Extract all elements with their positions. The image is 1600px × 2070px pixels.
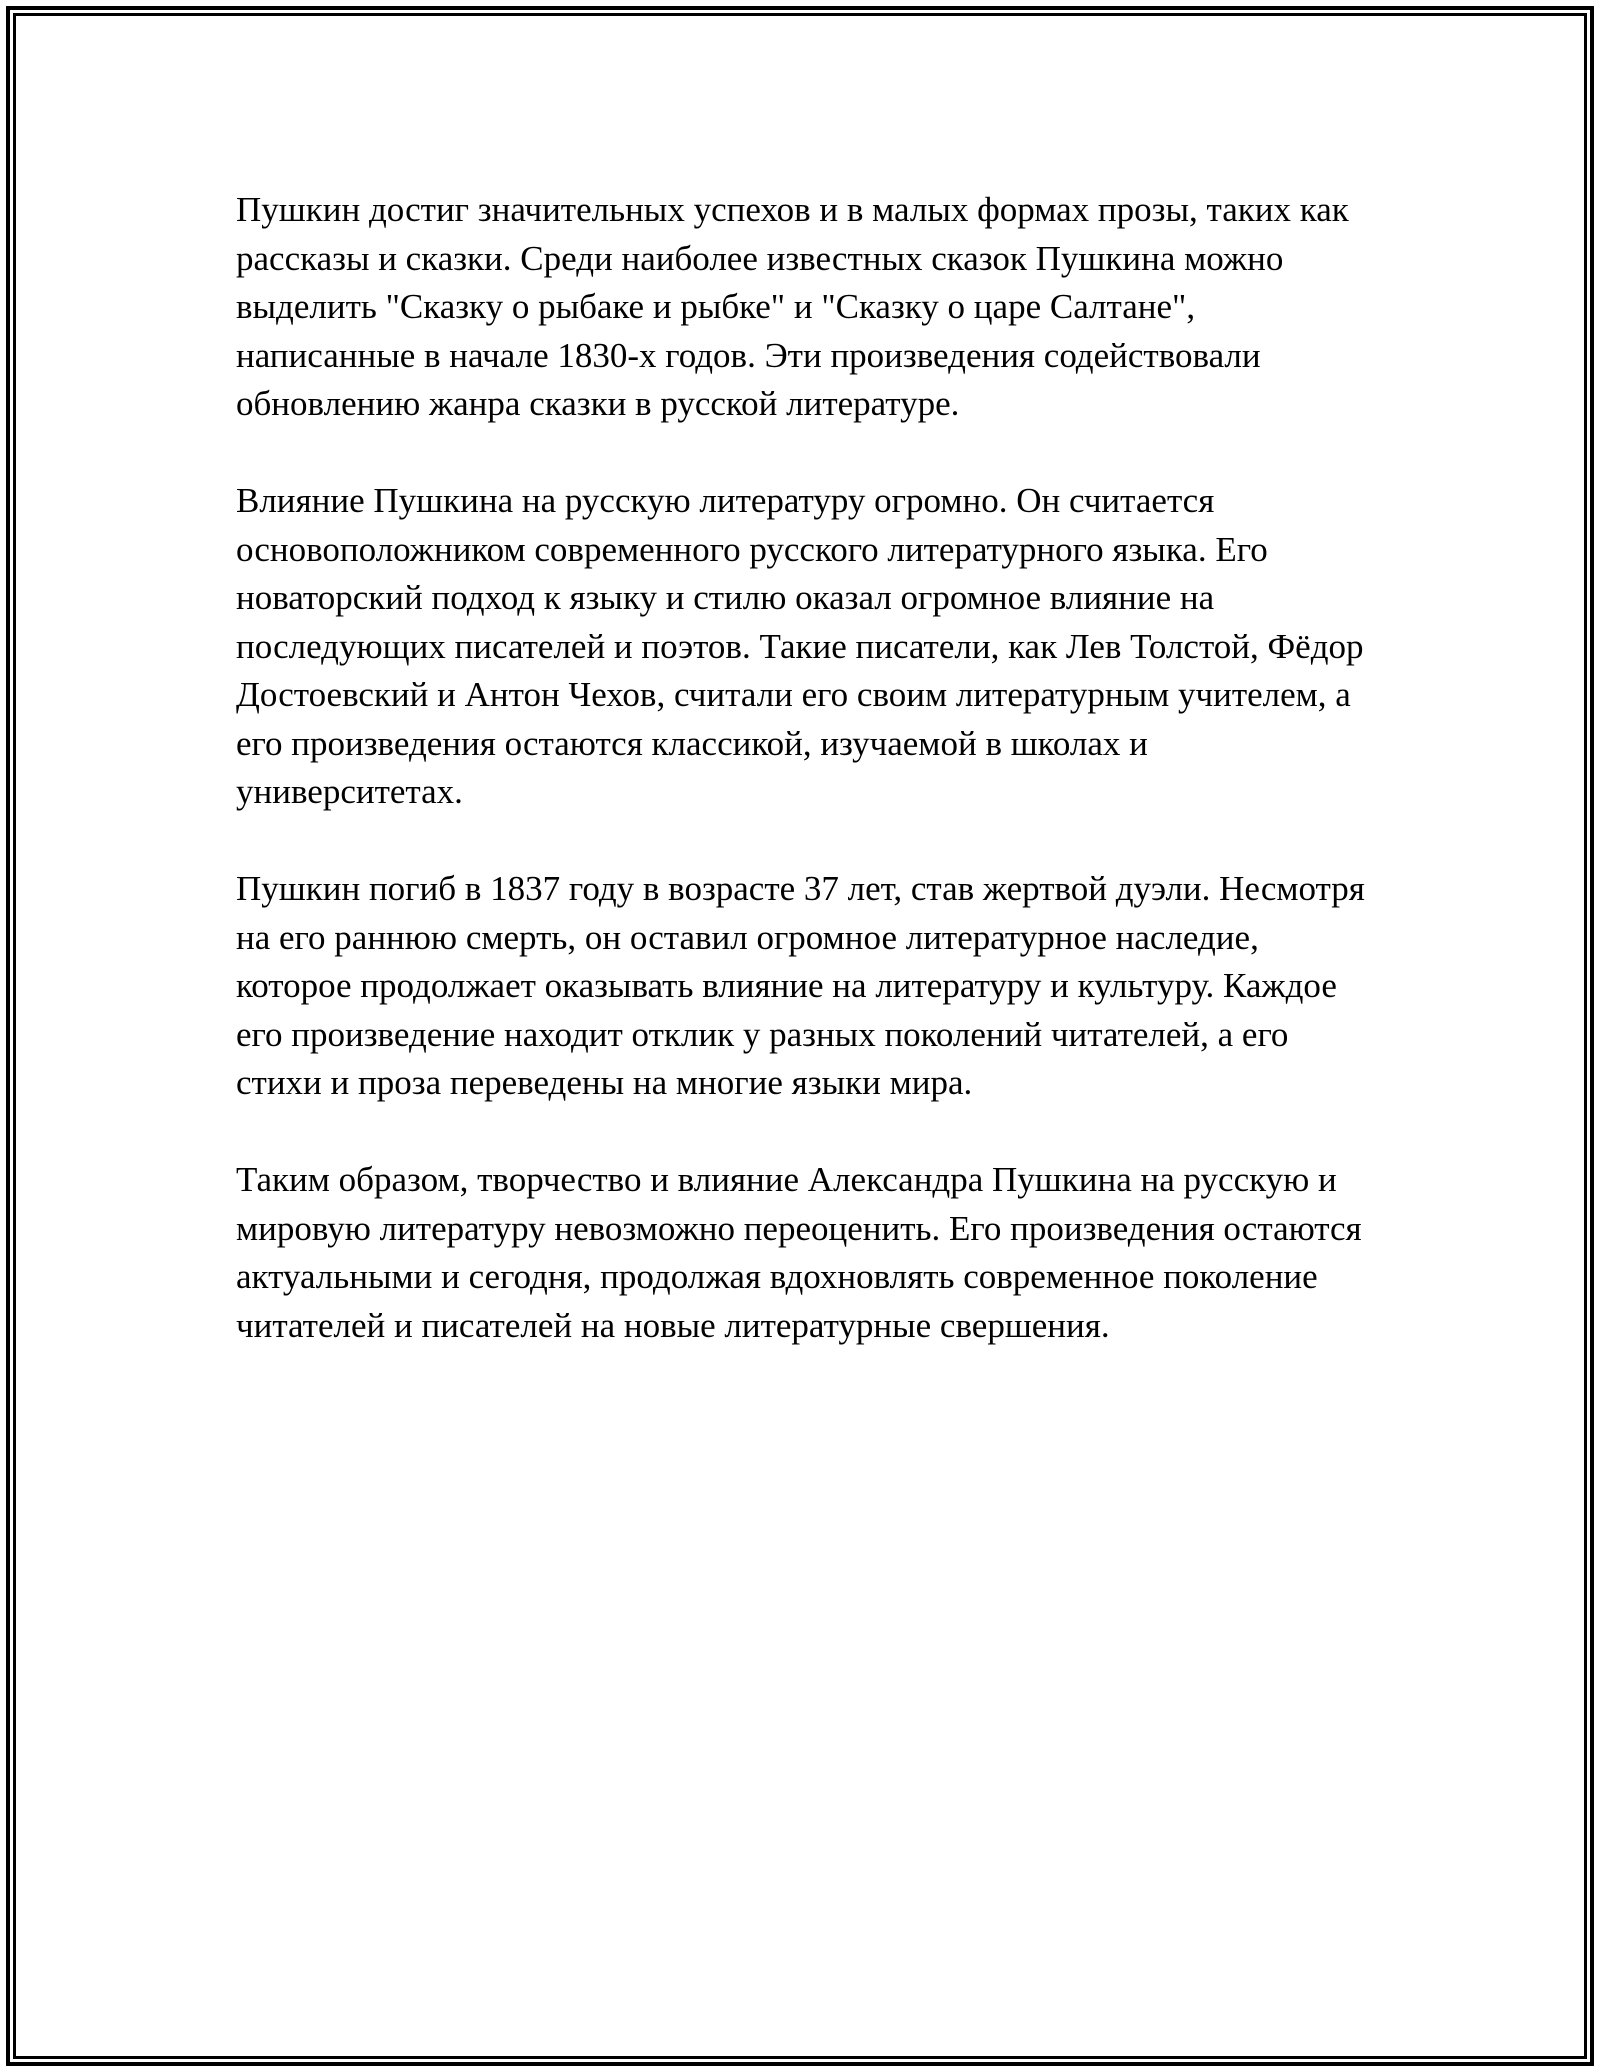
paragraph-death-legacy: Пушкин погиб в 1837 году в возрасте 37 лет, став жертвой дуэли. Несмотря на его раннюю смерть, он оставил огромное литературное наследие, которое продолжает оказывать влияние на литературу и культуру. Каждое его произведение находит отклик у разных поколений читателей, а его стихи и проза переведены на многие языки мира. (236, 869, 1365, 1102)
paragraph-tales: Пушкин достиг значительных успехов и в малых формах прозы, таких как рассказы и сказки. Среди наиболее известных сказок Пушкина можно выделить "Сказку о рыбаке и рыбке" и "Сказку о царе Салтане", написанные в начале 1830-х годов. Эти произведения содействовали обновлению жанра сказки в русской литературе. (236, 190, 1349, 423)
paragraph-conclusion: Таким образом, творчество и влияние Александра Пушкина на русскую и мировую литературу невозможно переоценить. Его произведения остаются актуальными и сегодня, продолжая вдохновлять современное поколение читателей и писателей на новые литературные свершения. (236, 1160, 1362, 1345)
document-body (236, 186, 1366, 1399)
paragraph-influence: Влияние Пушкина на русскую литературу огромно. Он считается основоположником современного русского литературного языка. Его новаторский подход к языку и стилю оказал огромное влияние на последующих писателей и поэтов. Такие писатели, как Лев Толстой, Фёдор Достоевский и Антон Чехов, считали его своим литературным учителем, а его произведения остаются классикой, изучаемой в школах и университетах. (236, 481, 1364, 811)
